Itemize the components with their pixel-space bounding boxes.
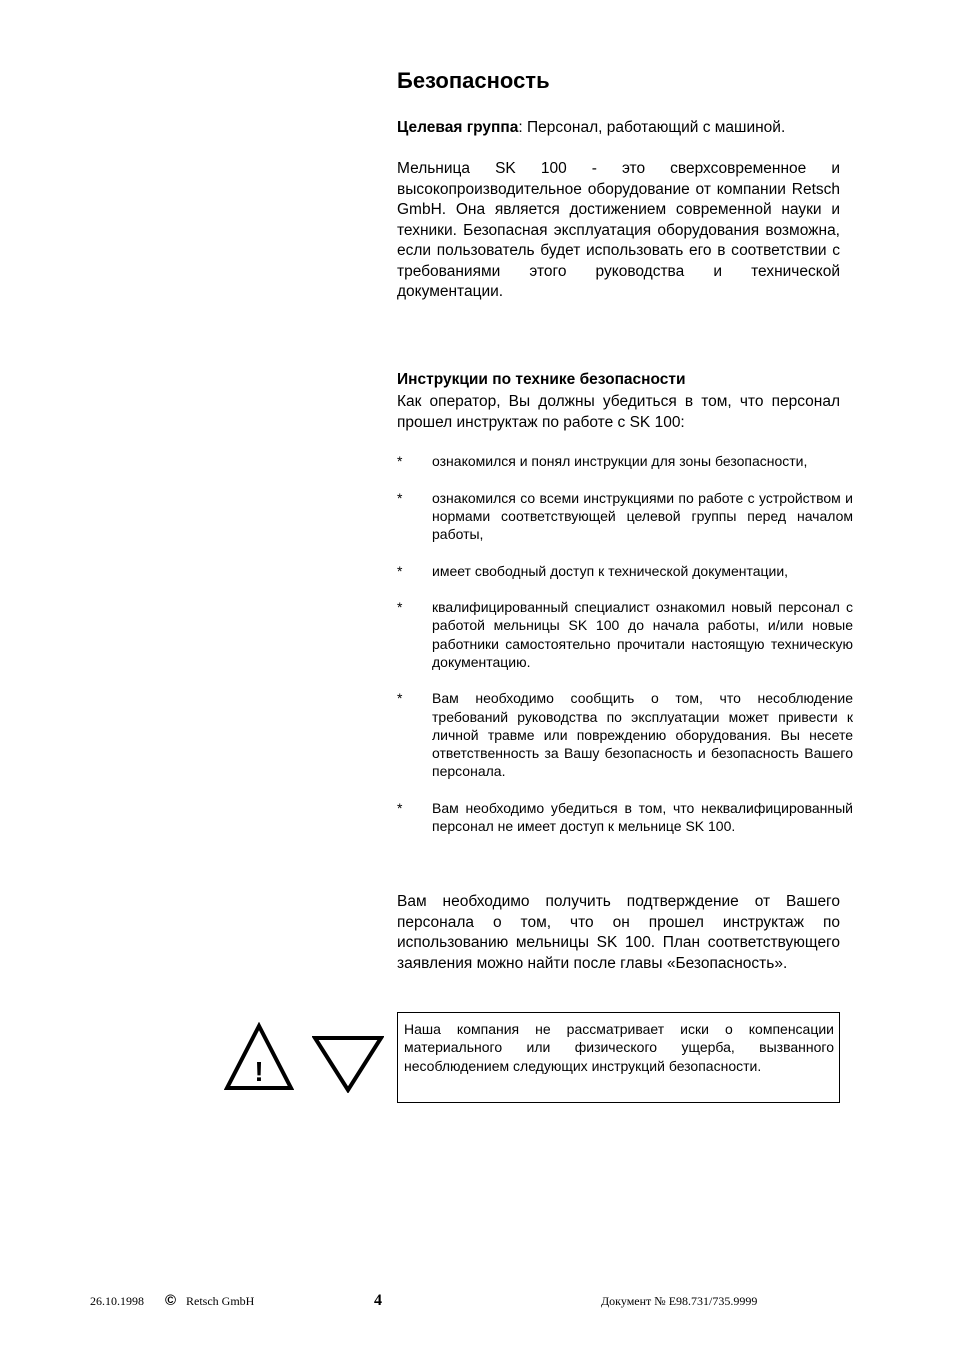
warning-icon — [224, 1022, 294, 1092]
copyright-icon: © — [165, 1292, 177, 1309]
bullet-asterisk: * — [397, 562, 403, 579]
safety-instructions-lead: Как оператор, Вы должны убедиться в том, что персонал прошел инструктаж по работе с SK 100: — [397, 393, 840, 431]
list-item — [397, 598, 853, 671]
footer-date: 26.10.1998 — [90, 1294, 144, 1308]
list-item — [397, 799, 853, 835]
page-title: Безопасность — [397, 68, 550, 93]
list-item-text: имеет свободный доступ к технической документации, — [432, 562, 789, 579]
inverted-triangle-icon — [312, 1035, 384, 1093]
footer-document-number: Документ № E98.731/735.9999 — [601, 1294, 758, 1308]
list-item-text: ознакомился и понял инструкции для зоны безопасности, — [432, 453, 808, 469]
list-item-text: Вам необходимо убедиться в том, что неквалифицированный персонал не имеет доступ к мельнице SK 100. — [432, 799, 853, 834]
page-number: 4 — [374, 1292, 382, 1309]
list-item-text: Вам необходимо сообщить о том, что несоблюдение требований руководства по эксплуатации может привести к личной травме или повреждению оборудования. Вы несете ответственность за Вашу безопасность и безопасность Вашего персонала. — [432, 690, 853, 780]
footer-company: Retsch GmbH — [186, 1294, 255, 1308]
list-item — [397, 689, 853, 780]
safety-instructions-heading: Инструкции по технике безопасности — [397, 371, 686, 388]
list-item — [397, 452, 853, 470]
safety-bullet-list — [397, 452, 853, 854]
target-group-label: Целевая группа — [397, 119, 519, 136]
target-group — [397, 118, 842, 138]
list-item-text: ознакомился со всеми инструкциями по работе с устройством и нормами соответствующей целевой группы перед началом работы, — [432, 489, 853, 542]
list-item-text: квалифицированный специалист ознакомил новый персонал с работой мельницы SK 100 до начала работы, и/или новые работники самостоятельно прочитали настоящую техническую документацию. — [432, 599, 853, 670]
bullet-asterisk: * — [397, 690, 403, 707]
bullet-asterisk: * — [397, 453, 403, 469]
list-item — [397, 562, 853, 580]
bullet-asterisk: * — [397, 799, 403, 816]
intro-paragraph: Мельница SK 100 - это сверхсовременное и высокопроизводительное оборудование от компании Retsch GmbH. Она является достижением современной науки и техники. Безопасная эксплуатация оборудования возможна, если пользователь будет использовать его в соответствии с требованиями этого руководства и технической документации. — [397, 160, 840, 300]
bullet-asterisk: * — [397, 599, 403, 616]
closing-paragraph: Вам необходимо получить подтверждение от Вашего персонала о том, что он прошел инструктаж по использованию мельницы SK 100. План соответствующего заявления можно найти после главы «Безопасность». — [397, 893, 840, 972]
target-group-text: : Персонал, работающий с машиной. — [518, 119, 786, 136]
warning-notice-box: Наша компания не рассматривает иски о компенсации материального или физического ущерба, вызванного несоблюдением следующих инструкций безопасности. — [397, 1012, 840, 1103]
warning-exclamation: ! — [254, 1056, 264, 1087]
bullet-asterisk: * — [397, 489, 403, 506]
list-item — [397, 489, 853, 544]
